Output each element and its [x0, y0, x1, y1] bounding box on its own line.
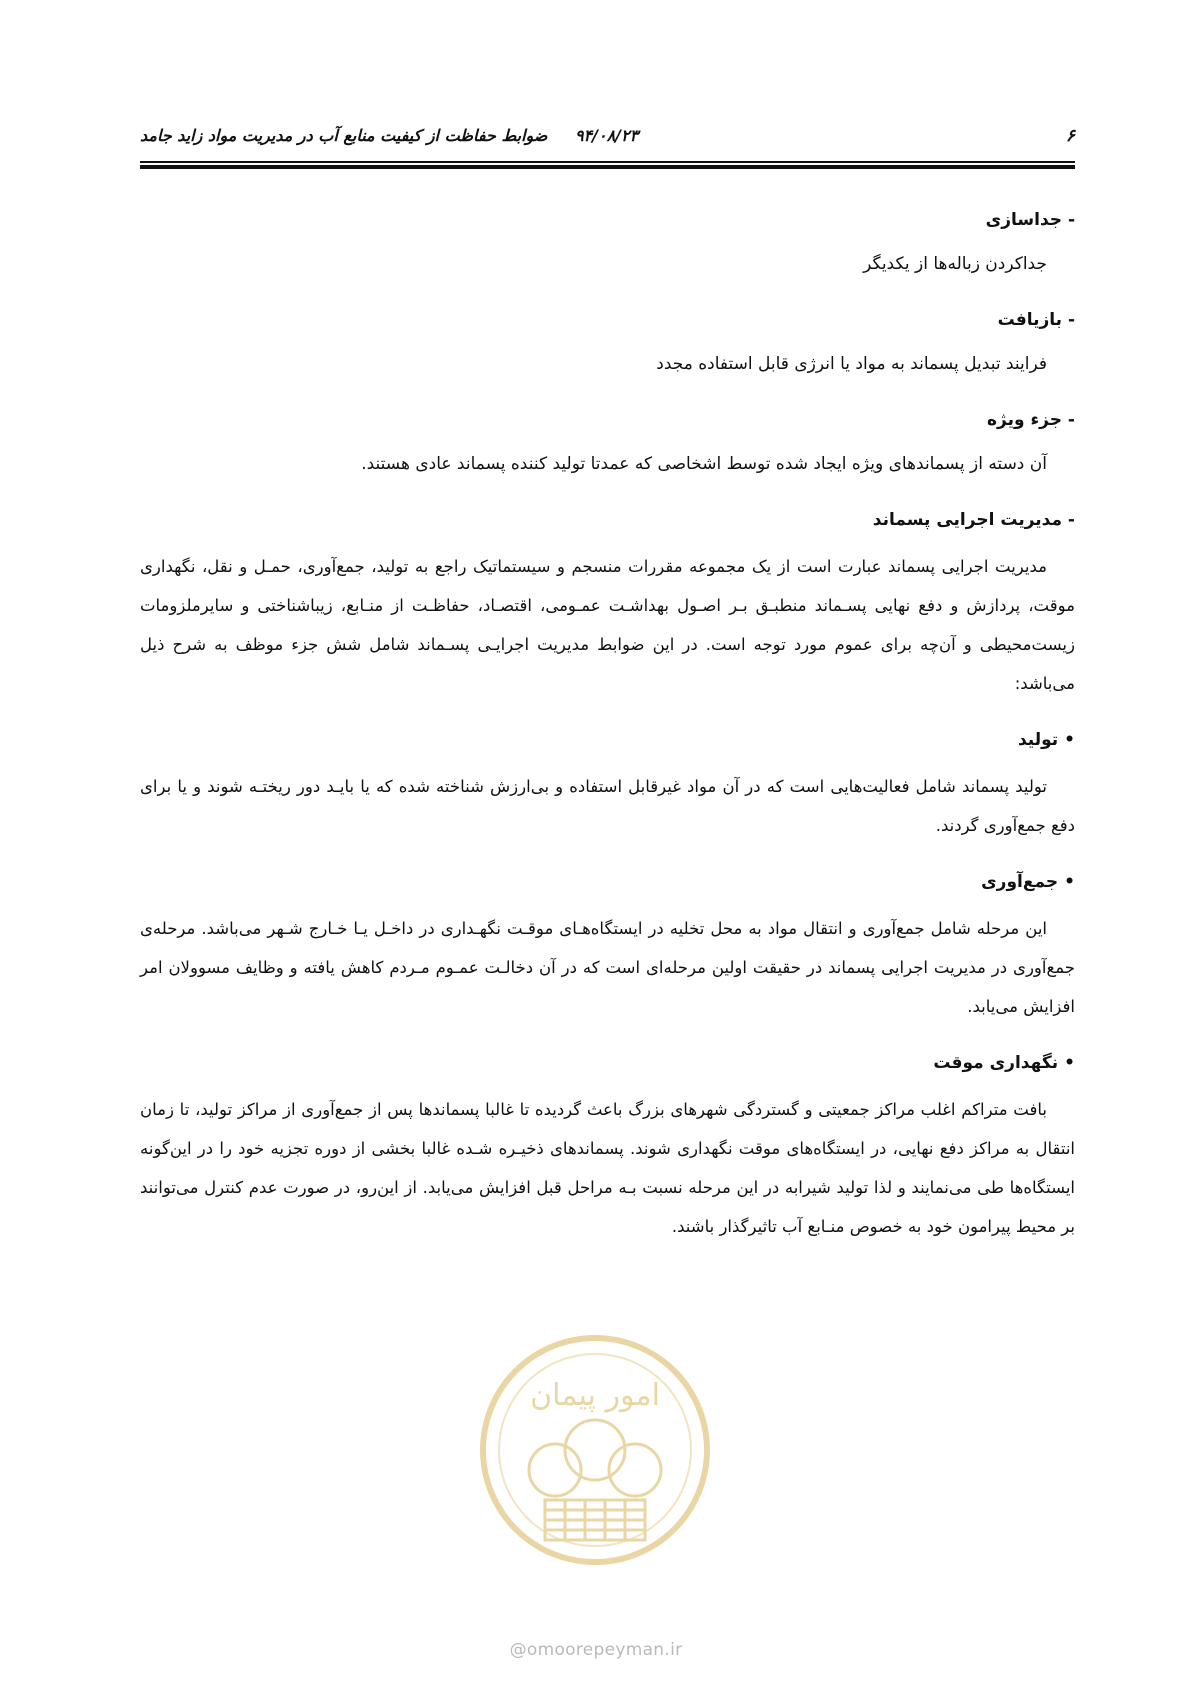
bullet-icon: •: [1064, 872, 1075, 892]
heading-production: [140, 725, 1075, 755]
text-recycling: فرایند تبدیل پسماند به مواد یا انرژی قابل استفاده مجدد: [656, 354, 1047, 374]
heading-collection-label: جمع‌آوری: [981, 872, 1059, 892]
page-number: ۶: [1065, 126, 1075, 146]
text-collection: این مرحله شامل جمع‌آوری و انتقال مواد به محل تخلیه در ایستگاه‌هـای موقـت نگهـداری در داخـل یـا خـارج شـهر می‌باشد. مرحله‌ی جمع‌آوری در مدیریت اجرایی پسماند در حقیقت اولین مرحله‌ای است که در آن دخالـت عمـوم مـردم کاهش یافته و وظایف مسوولان امر افزایش می‌یابد.: [140, 919, 1075, 1016]
page-header: [140, 124, 1075, 154]
header-rule-thin: [140, 161, 1075, 163]
header-title: ضوابط حفاظت از کیفیت منابع آب در مدیریت مواد زاید جامد: [140, 126, 548, 145]
heading-separation: - جداسازی: [985, 210, 1075, 230]
bullet-icon: •: [1064, 1053, 1075, 1073]
bullet-icon: •: [1064, 730, 1075, 750]
heading-recycling: - بازیافت: [997, 310, 1075, 330]
header-date: ۹۴/۰۸/۲۳: [574, 126, 639, 145]
header-title-block: [140, 126, 638, 145]
heading-storage-label: نگهداری موقت: [933, 1053, 1059, 1073]
watermark-url: @omoorepeyman.ir: [509, 1640, 683, 1660]
text-management: مدیریت اجرایی پسماند عبارت است از یک مجموعه مقررات منسجم و سیستماتیک راجع به تولید، جمع‌آوری، حمـل و نقل، نگهداری موقت، پردازش و دفع نهایی پسـماند منطبـق بـر اصـول بهداشـت عمـومی، اقتصـاد، حفاظـت از منـابع، زیباشناختی و سایرملزومات زیست‌محیطی و آن‌چه برای عموم مورد توجه است. در این ضوابط مدیریت اجرایـی پسـماند شامل شش جزء موظف به شرح ذیل می‌باشد:: [140, 557, 1075, 693]
header-rule-thick: [140, 165, 1075, 169]
text-separation: جداکردن زباله‌ها از یکدیگر: [863, 254, 1047, 274]
heading-collection: [140, 867, 1075, 897]
heading-special: - جزء ویژه: [987, 410, 1075, 430]
text-special: آن دسته از پسماندهای ویژه ایجاد شده توسط اشخاصی که عمدتا تولید کننده پسماند عادی هستند.: [361, 454, 1047, 474]
page-content: [140, 205, 1075, 1268]
heading-management: - مدیریت اجرایی پسماند: [872, 510, 1075, 530]
heading-production-label: تولید: [1017, 730, 1059, 750]
heading-storage: [140, 1048, 1075, 1078]
seal-text: امور پیمان: [530, 1378, 660, 1413]
watermark-seal-icon: [475, 1330, 715, 1570]
text-production: تولید پسماند شامل فعالیت‌هایی است که در آن مواد غیرقابل استفاده و بی‌ارزش شناخته شده که یا بایـد دور ریختـه شوند و یا برای دفع جمع‌آوری گردند.: [140, 777, 1075, 835]
text-storage: بافت متراکم اغلب مراکز جمعیتی و گستردگی شهرهای بزرگ باعث گردیده تا غالبا پسماندها پس از جمع‌آوری از مراکز تولید، تا زمان انتقال به مراکز دفع نهایی، در ایستگاه‌های موقت نگهداری شوند. پسماندهای ذخیـره شـده غالبا بخشی از دوره تجزیه خود را در این‌گونه ایستگاه‌ها طی می‌نمایند و لذا تولید شیرابه در این مرحله نسبت بـه مراحل قبل افزایش می‌یابد. از این‌رو، در صورت عدم کنترل می‌توانند بر محیط پیرامون خود به خصوص منـابع آب تاثیرگذار باشند.: [140, 1100, 1075, 1236]
